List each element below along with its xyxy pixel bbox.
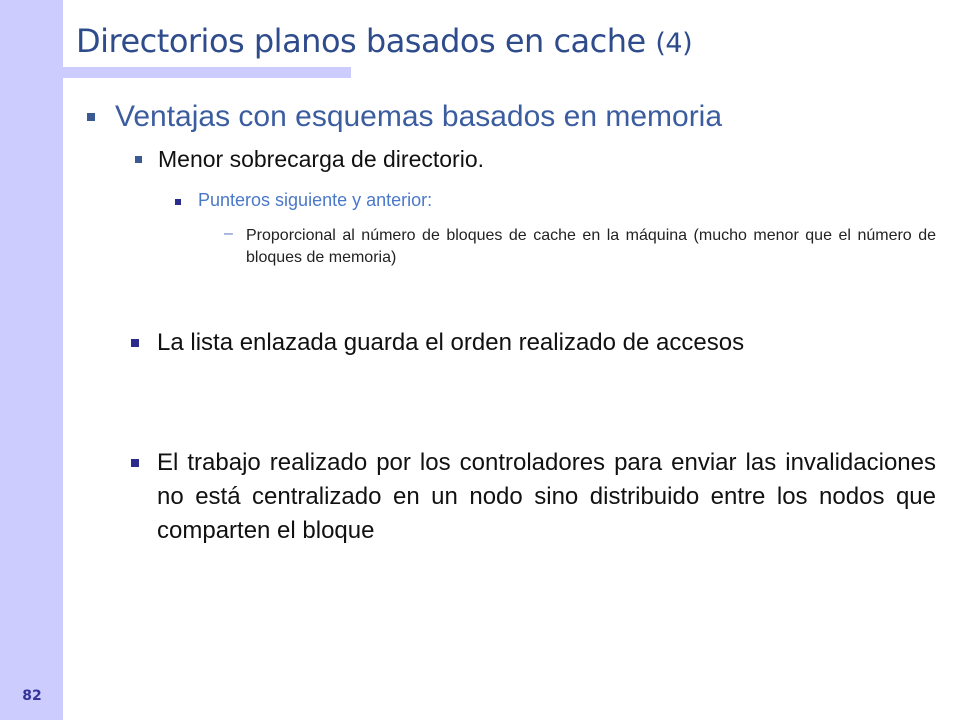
- square-bullet-icon: [131, 459, 139, 467]
- bullet-level2-text: Menor sobrecarga de directorio.: [158, 146, 484, 172]
- bullet-point-a-text: La lista enlazada guarda el orden realizado de accesos: [157, 329, 745, 356]
- square-bullet-icon: [87, 113, 95, 121]
- square-bullet-icon: [131, 339, 139, 347]
- title-text: Directorios planos basados en cache: [76, 22, 656, 60]
- square-bullet-icon: [175, 199, 181, 205]
- slide-sidebar: [0, 0, 63, 720]
- bullet-level3-text: Punteros siguiente y anterior:: [198, 190, 433, 210]
- title-underline: [63, 67, 351, 78]
- square-bullet-icon: [135, 156, 142, 163]
- page-number: 82: [22, 688, 42, 704]
- dash-bullet-icon: –: [224, 225, 233, 242]
- bullet-level4-text: Proporcional al número de bloques de cache en la máquina (mucho menor que el número de bloques de memoria): [246, 227, 936, 266]
- slide-title: [76, 22, 692, 60]
- bullet-level1-text: Ventajas con esquemas basados en memoria: [115, 100, 723, 133]
- title-number: (4): [655, 28, 693, 59]
- bullet-point-b-text: El trabajo realizado por los controladores para enviar las invalidaciones no está centralizado en un nodo sino distribuido entre los nodos que comparten el bloque: [157, 449, 936, 544]
